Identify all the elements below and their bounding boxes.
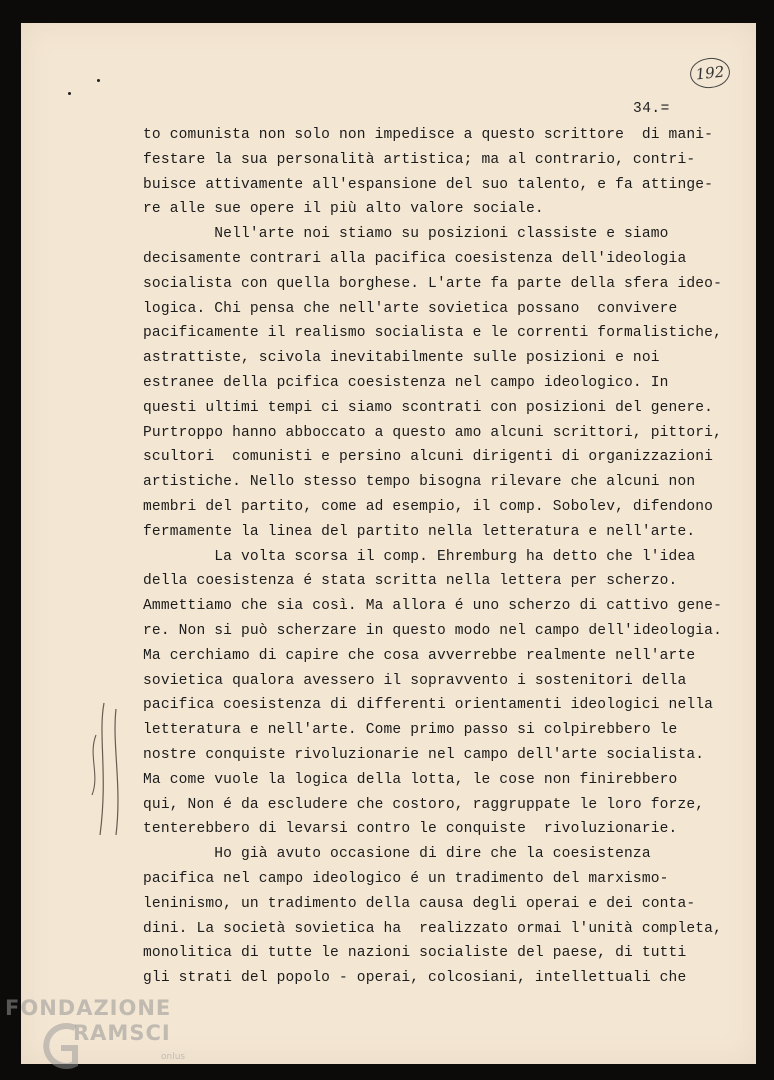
text-line: tenterebbero di levarsi contro le conquiste rivoluzionarie. [143,821,678,838]
text-line: festare la sua personalità artistica; ma al contrario, contri- [143,151,696,168]
text-line: socialista con quella borghese. L'arte fa parte della sfera ideo- [143,275,722,292]
text-line: re. Non si può scherzare in questo modo nel campo dell'ideologia. [143,622,722,639]
typewritten-text [143,123,723,991]
watermark-suffix: onlus [161,1052,186,1062]
margin-pencil-marks [86,695,136,845]
text-line: artistiche. Nello stesso tempo bisogna rilevare che alcuni non [143,474,696,491]
text-line: Ma come vuole la logica della lotta, le cose non finirebbero [143,771,678,788]
text-line: qui, Non é da escludere che costoro, raggruppate le loro forze, [143,796,705,813]
text-line: estranee della pcifica coesistenza nel campo ideologico. In [143,374,669,391]
archive-page-number: 192 [689,56,732,90]
text-line: gli strati del popolo - operai, colcosiani, intellettuali che [143,970,687,987]
punch-dot [68,92,71,95]
text-line: Purtroppo hanno abboccato a questo amo alcuni scrittori, pittori, [143,424,722,441]
text-line: sovietica qualora avessero il sopravvento i sostenitori della [143,672,687,689]
text-line: questi ultimi tempi ci siamo scontrati con posizioni del genere. [143,399,714,416]
punch-dot [97,79,100,82]
text-line: to comunista non solo non impedisce a questo scrittore di mani- [143,127,714,143]
text-line: astrattiste, scivola inevitabilmente sulle posizioni e noi [143,350,660,367]
text-line: nostre conquiste rivoluzionarie nel campo dell'arte socialista. [143,746,705,763]
text-line: letteratura e nell'arte. Come primo passo si colpirebbero le [143,722,678,739]
text-line: pacificamente il realismo socialista e le correnti formalistiche, [143,325,722,342]
text-line: Ho già avuto occasione di dire che la coesistenza [143,846,651,863]
page-number: 34.= [633,101,670,117]
text-line: membri del partito, come ad esempio, il comp. Sobolev, difendono [143,498,714,515]
watermark-line1: FONDAZIONE [5,996,172,1020]
text-line: pacifica coesistenza di differenti orientamenti ideologici nella [143,697,714,714]
text-line: re alle sue opere il più alto valore sociale. [143,201,544,218]
text-line: Ma cerchiamo di capire che cosa avverrebbe realmente nell'arte [143,647,696,664]
text-line: della coesistenza é stata scritta nella lettera per scherzo. [143,573,678,590]
text-line: Ammettiamo che sia così. Ma allora é uno scherzo di cattivo gene- [143,598,722,615]
foundation-watermark [5,994,205,1080]
text-line: Nell'arte noi stiamo su posizioni classiste e siamo [143,226,669,243]
text-line: monolitica di tutte le nazioni socialiste del paese, di tutti [143,945,687,962]
text-line: scultori comunisti e persino alcuni dirigenti di organizzazioni [143,449,714,466]
watermark-line2: RAMSCI [73,1021,171,1045]
text-line: dini. La società sovietica ha realizzato ormai l'unità completa, [143,920,722,937]
text-line: leninismo, un tradimento della causa degli operai e dei conta- [143,895,696,912]
text-line: buisce attivamente all'espansione del suo talento, e fa attinge- [143,176,714,193]
text-line: decisamente contrari alla pacifica coesistenza dell'ideologia [143,250,687,267]
text-line: logica. Chi pensa che nell'arte sovietica possano convivere [143,300,678,317]
text-line: fermamente la linea del partito nella letteratura e nell'arte. [143,523,696,540]
text-line: La volta scorsa il comp. Ehremburg ha detto che l'idea [143,548,696,565]
text-line: pacifica nel campo ideologico é un tradimento del marxismo- [143,870,669,887]
